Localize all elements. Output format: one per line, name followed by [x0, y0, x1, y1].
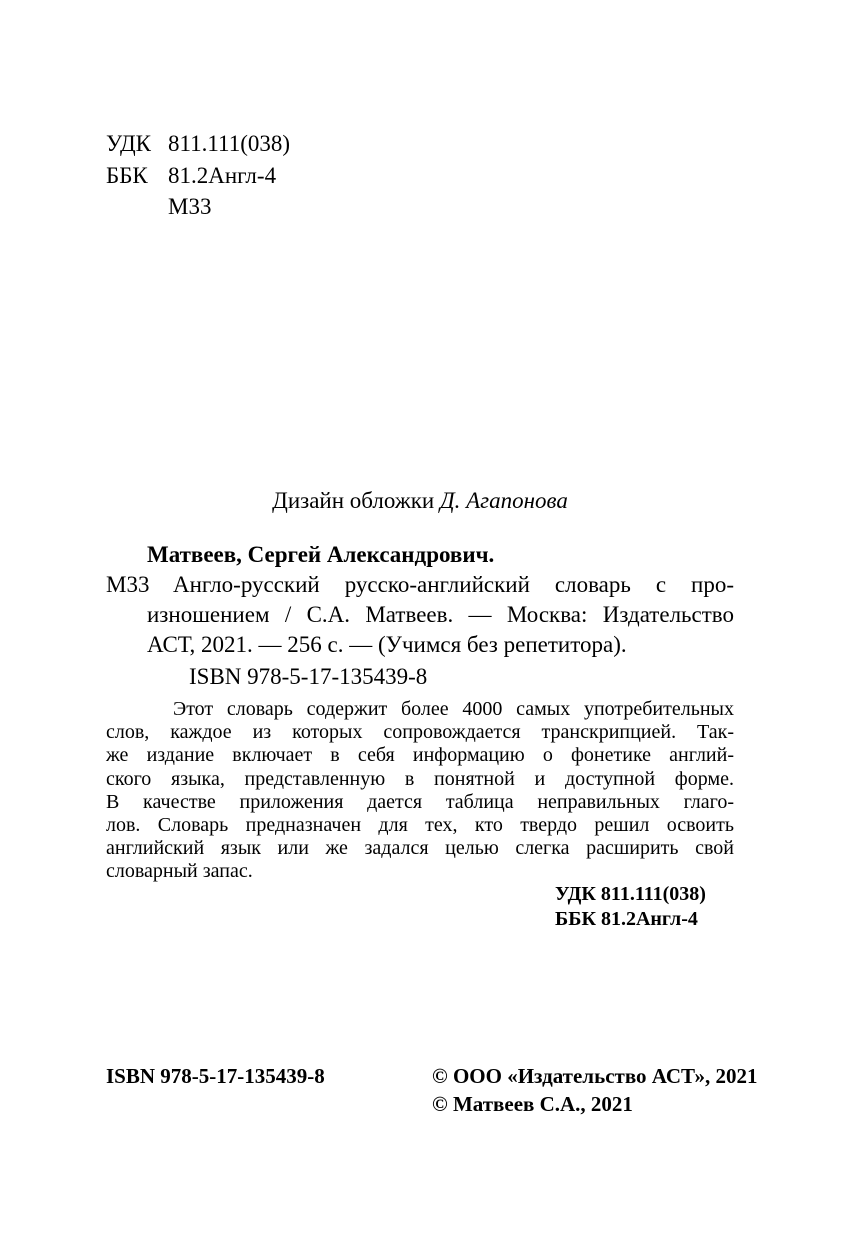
annotation-line: В качестве приложения дается таблица неправильных глаго- [106, 790, 734, 813]
author-sign-spacer [106, 191, 168, 223]
cover-design-credit [106, 486, 734, 516]
copyright-line-author: © Матвеев С.А., 2021 [432, 1091, 633, 1116]
cover-design-prefix: Дизайн обложки [272, 488, 435, 513]
catalog-entry-line: изношением / С.А. Матвеев. — Москва: Издательство [147, 602, 734, 627]
cover-designer-name: Д. Агапонова [439, 488, 568, 513]
isbn-line: ISBN 978-5-17-135439-8 [189, 664, 428, 689]
annotation-line: слов, каждое из которых сопровождается транскрипцией. Так- [106, 721, 734, 744]
catalog-entry-line: Англо-русский русско-английский словарь с про- [173, 572, 734, 597]
footer-isbn: ISBN 978-5-17-135439-8 [106, 1064, 325, 1088]
annotation-line: ского языка, представленную в понятной и доступной форме. [106, 767, 734, 790]
catalog-author-heading: Матвеев, Сергей Александрович. [147, 542, 495, 567]
annotation-line: словарный запас. [106, 860, 253, 883]
bbk-label: ББК [106, 162, 148, 188]
udk-value: 811.111(038) [168, 131, 291, 156]
udk-right: УДК 811.111(038) [555, 883, 706, 905]
annotation-line: английский язык или же задался целью слегка расширить свой [106, 837, 734, 860]
author-sign: М33 [168, 194, 212, 219]
author-sign-row [106, 191, 290, 223]
annotation-line: Этот словарь содержит более 4000 самых употребительных [173, 698, 734, 720]
bbk-value: 81.2Англ-4 [168, 162, 277, 188]
annotation-paragraph [106, 698, 734, 884]
udk-row [106, 128, 290, 160]
udk-label: УДК [106, 131, 151, 156]
bibliographic-codes-right [555, 882, 706, 932]
bibliographic-codes-top [106, 128, 290, 223]
copyright-line-publisher: © ООО «Издательство АСТ», 2021 [432, 1064, 758, 1088]
bbk-row [106, 160, 290, 192]
catalog-card [106, 540, 734, 692]
catalog-entry-line: АСТ, 2021. — 256 с. — (Учимся без репетитора). [147, 632, 627, 657]
copyright-block [432, 1063, 758, 1118]
bbk-right: ББК 81.2Англ-4 [555, 908, 698, 930]
catalog-author-sign: М33 [106, 572, 150, 597]
catalog-entry [147, 570, 734, 660]
annotation-line: же издание включает в себя информацию о фонетике англий- [106, 744, 734, 767]
annotation-line: лов. Словарь предназначен для тех, кто твердо решил освоить [106, 814, 734, 837]
